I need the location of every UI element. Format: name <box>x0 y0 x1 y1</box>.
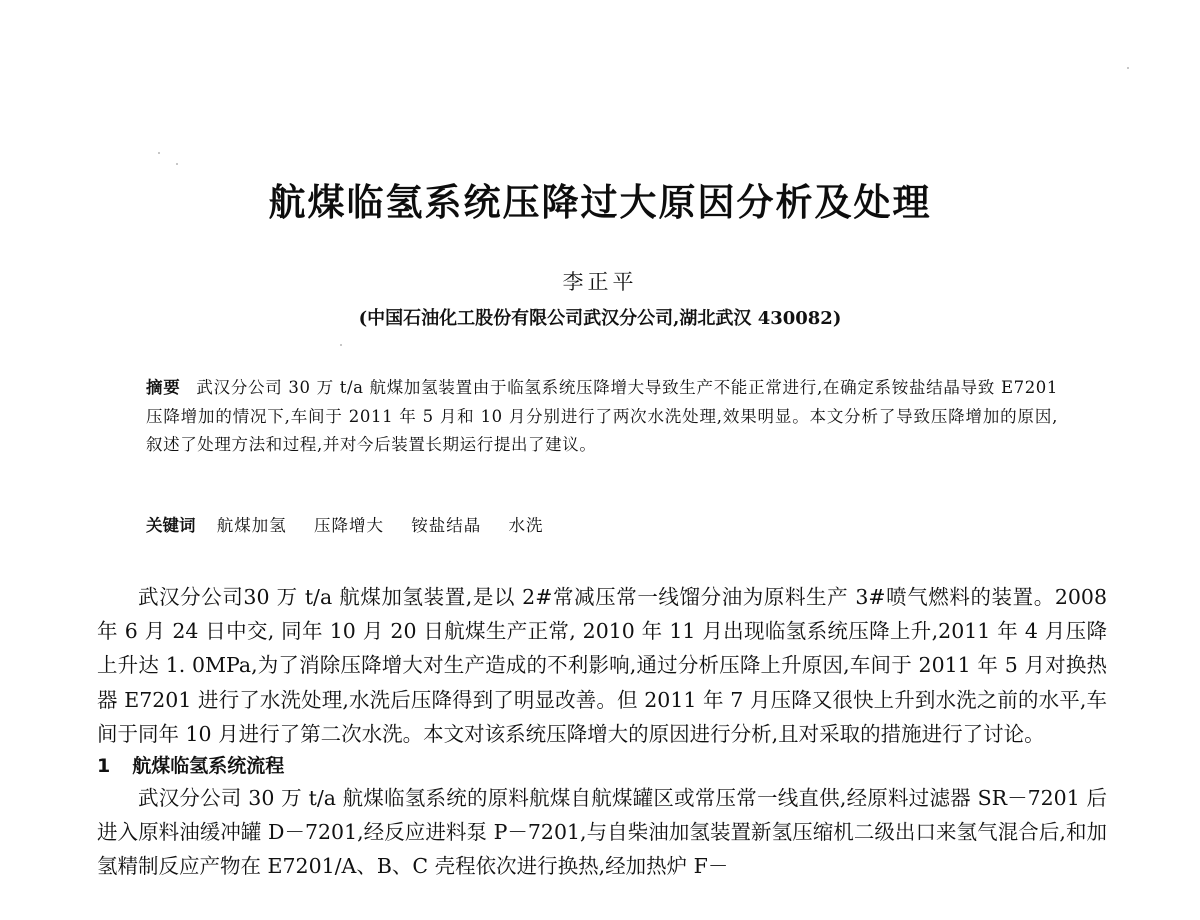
section-heading <box>97 751 1107 781</box>
abstract <box>146 374 1058 460</box>
keyword: 压降增大 <box>314 516 384 535</box>
keyword: 航煤加氢 <box>216 516 287 535</box>
keyword: 水洗 <box>508 516 544 535</box>
keywords <box>146 512 1058 540</box>
section-number: 1 <box>97 755 111 778</box>
author-name: 李正平 <box>562 270 638 294</box>
scan-speck <box>158 152 160 154</box>
paper-title: 航煤临氢系统压降过大原因分析及处理 <box>268 181 932 224</box>
body-paragraph: 武汉分公司30 万 t/a 航煤加氢装置,是以 2#常减压常一线馏分油为原料生产 3#喷气燃料的装置。2008 年 6 月 24 日中交, 同年 10 月 20 日航煤生产正常, 2010 年 11 月出现临氢系统压降上升,2011 年 4 月压降上升达 1. 0MPa,为了消除压降增大对生产造成的不利影响,通过分析压降上升原因,车间于 2011 年 5 月对换热器 E7201 进行了水洗处理,水洗后压降得到了明显改善。但 2011 年 7 月压降又很快上升到水洗之前的水平,车间于同年 10 月进行了第二次水洗。本文对该系统压降增大的原因进行分析,且对采取的措施进行了讨论。 <box>97 585 1107 746</box>
keyword: 铵盐结晶 <box>411 516 482 535</box>
scan-speck <box>1127 67 1129 69</box>
scan-speck <box>176 163 178 165</box>
abstract-label: 摘要 <box>146 378 181 397</box>
abstract-text: 武汉分公司 30 万 t/a 航煤加氢装置由于临氢系统压降增大导致生产不能正常进行,在确定系铵盐结晶导致 E7201 压降增加的情况下,车间于 2011 年 5 月和 10 月分别进行了两次水洗处理,效果明显。本文分析了导致压降增加的原因,叙述了处理方法和过程,并对今后装置长期运行提出了建议。 <box>146 378 1058 454</box>
body-paragraph: 武汉分公司 30 万 t/a 航煤临氢系统的原料航煤自航煤罐区或常压常一线直供,经原料过滤器 SR－7201 后进入原料油缓冲罐 D－7201,经反应进料泵 P－7201,与自柴油加氢装置新氢压缩机二级出口来氢气混合后,和加氢精制反应产物在 E7201/A、B、C 壳程依次进行换热,经加热炉 F－ <box>97 786 1107 879</box>
body-text <box>97 580 1107 884</box>
author-affiliation: (中国石油化工股份有限公司武汉分公司,湖北武汉 430082) <box>358 308 842 329</box>
scan-speck <box>340 344 342 346</box>
keywords-label: 关键词 <box>146 516 196 535</box>
section-title: 航煤临氢系统流程 <box>132 755 285 778</box>
